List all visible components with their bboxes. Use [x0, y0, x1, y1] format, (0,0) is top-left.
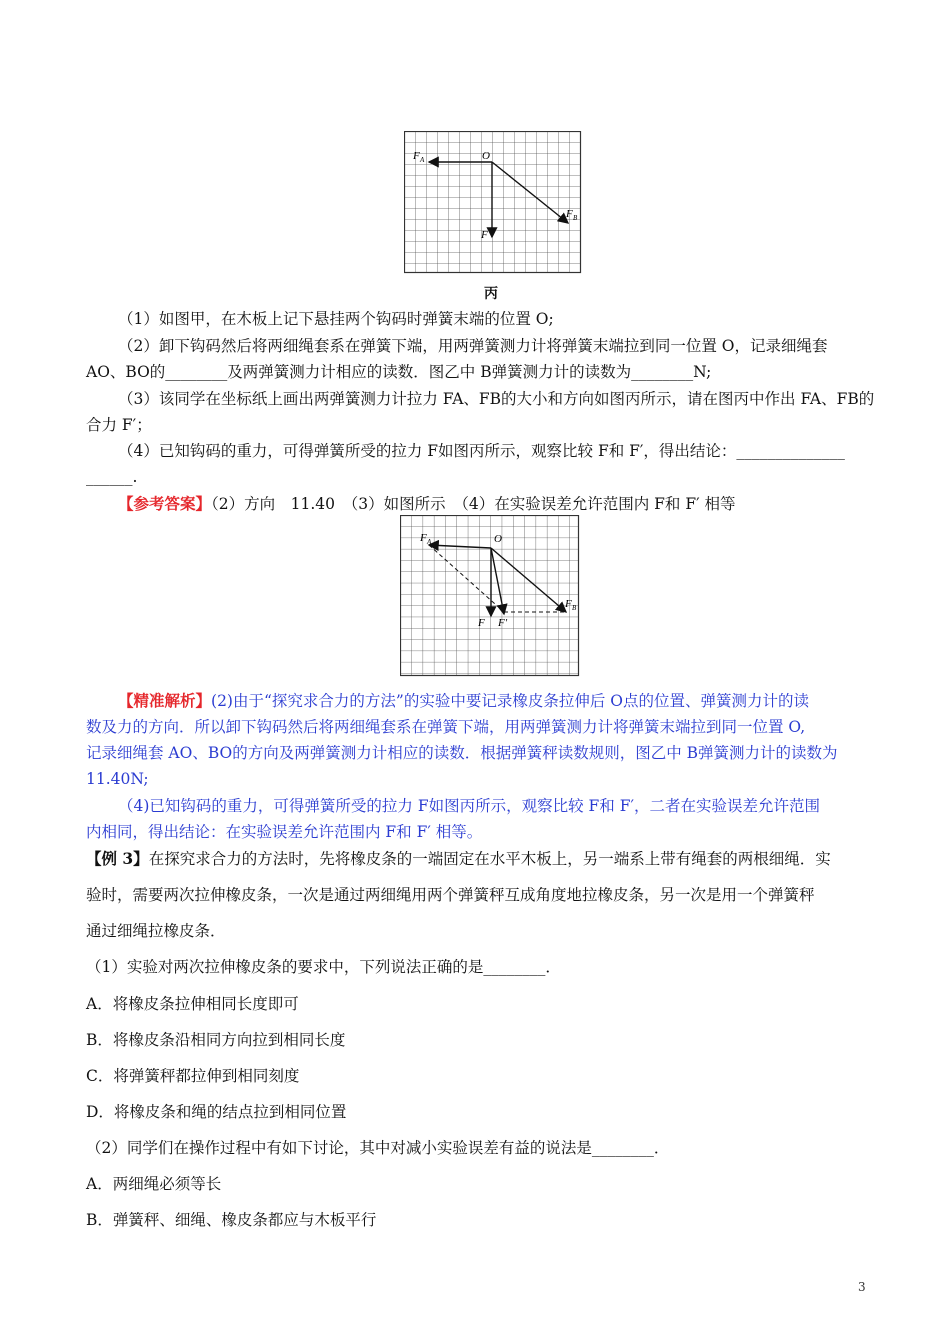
label-fa: F	[413, 150, 420, 162]
analysis-tag: 【精准解析】	[118, 691, 212, 710]
option-1a: A．将橡皮条拉伸相同长度即可	[86, 995, 299, 1013]
analysis-line5: （4)已知钩码的重力，可得弹簧所受的拉力 F如图丙所示，观察比较 F和 F′，二者在实验误差允许范围	[118, 797, 820, 815]
question-part-4-line2: ______.	[86, 468, 138, 486]
answer-label-fb: F	[565, 598, 572, 610]
label-fb: F	[566, 208, 573, 220]
example3-text-1: 在探究求合力的方法时，先将橡皮条的一端固定在水平木板上，另一端系上带有绳套的两根细绳．实	[148, 850, 831, 868]
analysis-line3: 记录细绳套 AO、BO的方向及两弹簧测力计相应的读数．根据弹簧秤读数规则，图乙中 B弹簧测力计的读数为	[86, 744, 838, 762]
answer-label-o: O	[494, 533, 502, 545]
option-1c: C．将弹簧秤都拉伸到相同刻度	[86, 1067, 300, 1085]
question-part-3-line2: 合力 F′；	[86, 416, 152, 434]
analysis-line2: 数及力的方向．所以卸下钩码然后将两细绳套系在弹簧下端，用两弹簧测力计将弹簧末端拉到同一位置 O,	[86, 718, 806, 736]
option-1d: D．将橡皮条和绳的结点拉到相同位置	[86, 1103, 347, 1121]
example3-line1	[86, 848, 831, 870]
figure-caption: 丙	[484, 286, 498, 302]
force-diagram-grid	[404, 131, 582, 274]
analysis-line4: 11.40N;	[86, 770, 149, 788]
answer-tag: 【参考答案】	[118, 494, 212, 513]
page-number: 3	[858, 1280, 866, 1294]
question-part-3-line1: （3）该同学在坐标纸上画出两弹簧测力计拉力 FA、FB的大小和方向如图丙所示，请在图丙中作出 FA、FB的	[118, 390, 875, 408]
figure-bing	[404, 131, 582, 274]
label-f: F	[481, 229, 488, 241]
label-o: O	[482, 150, 490, 162]
option-1b: B．将橡皮条沿相同方向拉到相同长度	[86, 1031, 346, 1049]
label-fb-sub: B	[573, 214, 578, 222]
answer-text: （2）方向 11.40 （3）如图所示 （4）在实验误差允许范围内 F和 F′ 相等	[211, 495, 736, 513]
analysis-text-1: (2)由于“探究求合力的方法”的实验中要记录橡皮条拉伸后 O点的位置、弹簧测力计的读	[211, 692, 809, 710]
question-part-2-line2: AO、BO的________及两弹簧测力计相应的读数．图乙中 B弹簧测力计的读数为________N;	[86, 363, 712, 381]
answer-label-fa: F	[420, 532, 427, 544]
reference-answer	[118, 493, 736, 515]
question-part-4-line1: （4）已知钩码的重力，可得弹簧所受的拉力 F如图丙所示，观察比较 F和 F′，得出结论：______________	[118, 442, 845, 460]
example3-sub2: （2）同学们在操作过程中有如下讨论，其中对减小实验误差有益的说法是________．	[86, 1139, 670, 1157]
example3-line2: 验时，需要两次拉伸橡皮条，一次是通过两细绳用两个弹簧秤互成角度地拉橡皮条，另一次是用一个弹簧秤	[86, 886, 815, 904]
analysis-line6: 内相同，得出结论：在实验误差允许范围内 F和 F′ 相等。	[86, 823, 483, 841]
answer-label-f: F	[478, 617, 485, 629]
example3-line3: 通过细绳拉橡皮条．	[86, 922, 226, 940]
option-2b: B．弹簧秤、细绳、橡皮条都应与木板平行	[86, 1211, 377, 1229]
answer-label-fa-sub: A	[427, 538, 432, 546]
answer-label-fb-sub: B	[572, 604, 577, 612]
question-part-1: （1）如图甲，在木板上记下悬挂两个钩码时弹簧末端的位置 O;	[118, 310, 554, 328]
option-2a: A．两细绳必须等长	[86, 1175, 222, 1193]
label-fa-sub: A	[420, 156, 425, 164]
answer-label-fprime: F′	[498, 617, 508, 629]
question-part-2-line1: （2）卸下钩码然后将两细绳套系在弹簧下端，用两弹簧测力计将弹簧末端拉到同一位置 O，记录细绳套	[118, 337, 828, 355]
figure-answer	[400, 515, 580, 677]
example3-sub1: （1）实验对两次拉伸橡皮条的要求中，下列说法正确的是________．	[86, 958, 561, 976]
analysis-line1	[118, 690, 809, 712]
answer-force-diagram	[400, 515, 580, 677]
example3-tag: 【例 3】	[86, 849, 149, 868]
